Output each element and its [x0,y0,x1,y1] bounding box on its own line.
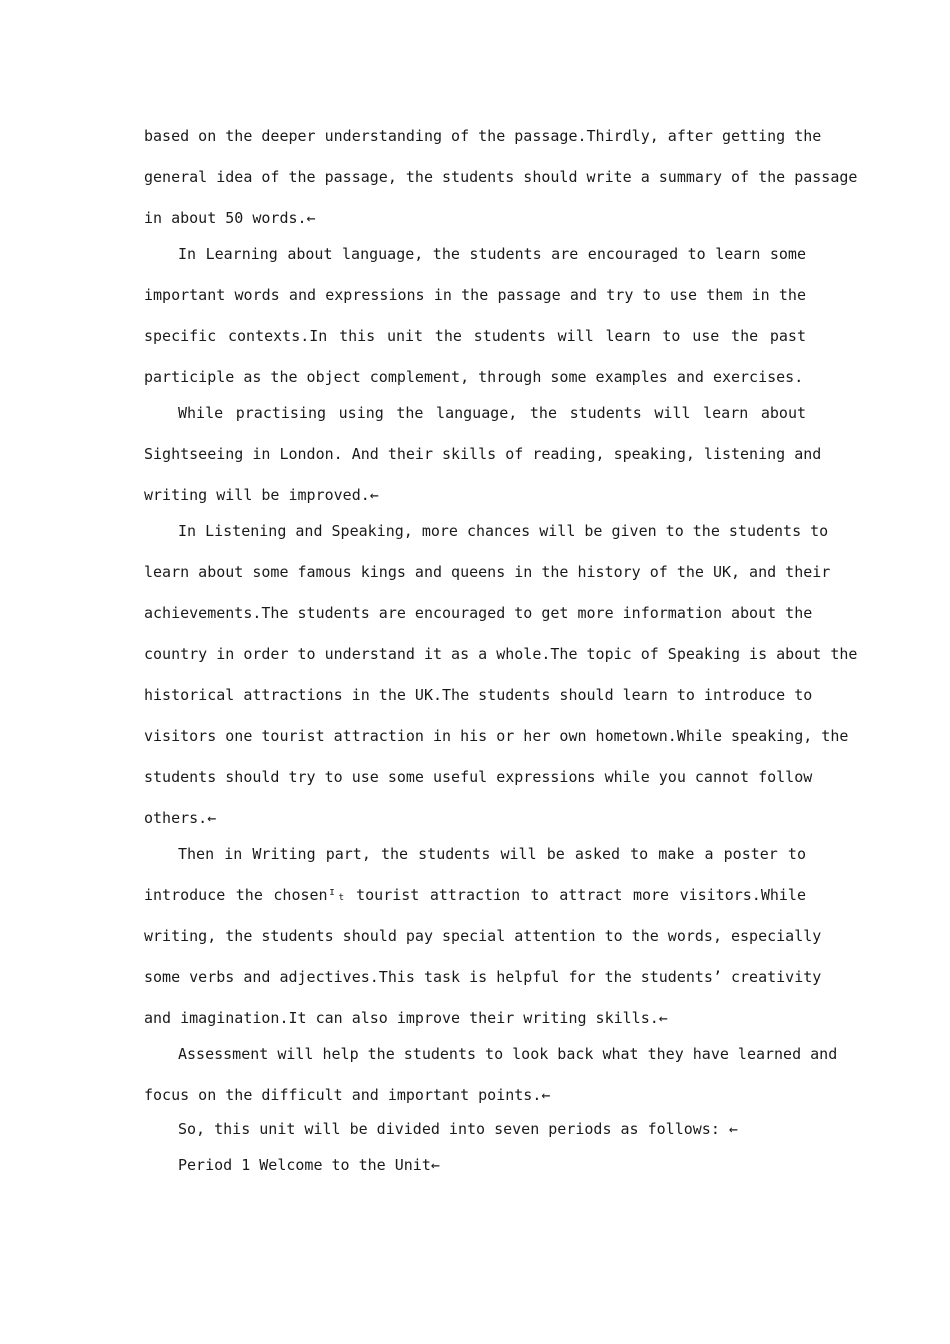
text-line: writing, the students should pay special attention to the words, especially [144,927,822,945]
paragraph-periods-intro [144,1111,806,1147]
paragraph-listening-speaking [144,511,858,839]
text-line: students should try to use some useful expressions while you cannot follow [144,768,813,786]
text-line: some verbs and adjectives.This task is helpful for the students’ creativity [144,968,822,986]
text-line: In Learning about language, the students are encouraged to learn some [178,245,806,263]
text-line: based on the deeper understanding of the passage.Thirdly, after getting the [144,127,822,145]
text-line: historical attractions in the UK.The students should learn to introduce to [144,686,813,704]
text-line: So, this unit will be divided into seven periods as follows: ← [178,1120,738,1138]
text-line: Assessment will help the students to look back what they have learned and [178,1045,838,1063]
text-line: focus on the difficult and important points.← [144,1086,551,1104]
text-line: Sightseeing in London. And their skills of reading, speaking, listening and [144,445,822,463]
text-line: in about 50 words.← [144,209,316,227]
paragraph-learning-about-language [144,234,806,398]
text-line: specific contexts.In this unit the students will learn to use the past [144,327,806,345]
text-line: country in order to understand it as a whole.The topic of Speaking is about the [144,645,858,663]
text-line: Then in Writing part, the students will be asked to make a poster to [178,845,806,863]
text-line: visitors one tourist attraction in his or her own hometown.While speaking, the [144,727,849,745]
paragraph-writing-part [144,834,822,1039]
text-line: others.← [144,809,217,827]
text-line: and imagination.It can also improve their writing skills.← [144,1009,668,1027]
paragraph-period-1 [144,1147,806,1183]
text-line: participle as the object complement, through some examples and exercises. [144,368,804,386]
text-line: writing will be improved.← [144,486,379,504]
text-line: achievements.The students are encouraged to get more information about the [144,604,813,622]
paragraph-summary-task [144,116,858,239]
text-line: learn about some famous kings and queens in the history of the UK, and their [144,563,831,581]
document-page [144,116,858,1183]
text-line: While practising using the language, the students will learn about [178,404,806,422]
text-line: introduce the chosenᴵₜ tourist attraction to attract more visitors.While [144,886,806,904]
text-line: general idea of the passage, the students should write a summary of the passage [144,168,858,186]
text-line: In Listening and Speaking, more chances will be given to the students to [178,522,829,540]
text-line: important words and expressions in the passage and try to use them in the [144,286,806,304]
text-line: Period 1 Welcome to the Unit← [178,1156,440,1174]
paragraph-assessment [144,1034,838,1116]
paragraph-practising-language [144,393,822,516]
